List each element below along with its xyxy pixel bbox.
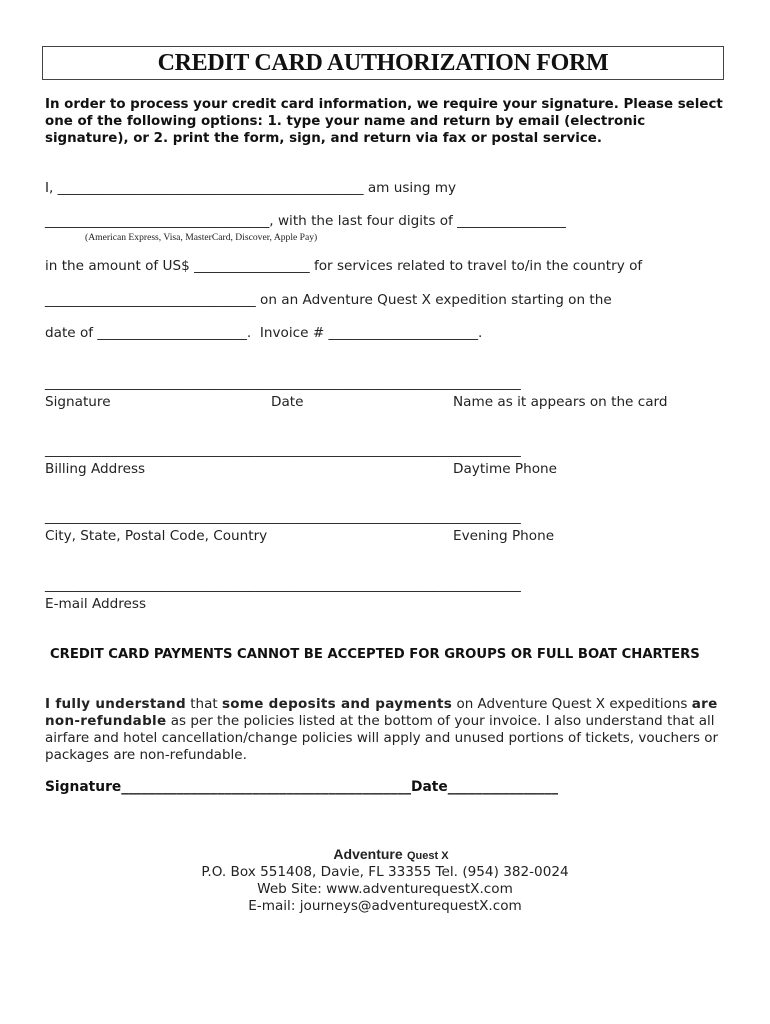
signature-label: Signature: [45, 394, 111, 410]
billing-rule[interactable]: ______________________________________________________________________: [45, 442, 521, 458]
company-name-main: Adventure: [333, 846, 403, 862]
ack-bold-1: I fully understand: [45, 696, 186, 712]
form-title-box: [42, 46, 724, 80]
card-types-hint: (American Express, Visa, MasterCard, Discover, Apple Pay): [85, 232, 318, 243]
amount-country-line[interactable]: in the amount of US$ _________________ for services related to travel to/in the country of: [45, 258, 643, 274]
billing-address-label: Billing Address: [45, 461, 146, 477]
date-invoice-line[interactable]: date of ______________________. Invoice # ______________________.: [45, 325, 483, 341]
ack-text-1: that: [185, 696, 222, 712]
payment-warning: CREDIT CARD PAYMENTS CANNOT BE ACCEPTED FOR GROUPS OR FULL BOAT CHARTERS: [50, 647, 700, 662]
card-type-and-digits-line[interactable]: _________________________________, with the last four digits of ________________: [45, 213, 566, 229]
daytime-phone-label: Daytime Phone: [453, 461, 557, 477]
email-rule[interactable]: ______________________________________________________________________: [45, 577, 521, 593]
expedition-line[interactable]: _______________________________ on an Adventure Quest X expedition starting on the: [45, 292, 612, 308]
acknowledgement-text: [45, 696, 729, 764]
intro-text: In order to process your credit card information, we require your signature. Please select one of the following options: 1. type your name and return by email (electronic signature), or 2. print the form, sign, and return via fax or postal service.: [45, 97, 723, 146]
company-name-small: Quest X: [406, 850, 449, 862]
company-website: Web Site: www.adventurequestX.com: [257, 881, 513, 897]
city-label: City, State, Postal Code, Country: [45, 528, 268, 544]
ack-bold-2: some deposits and payments: [221, 696, 453, 712]
cardholder-name-line[interactable]: I, _____________________________________________ am using my: [45, 180, 457, 196]
ack-text-3: as per the policies listed at the bottom of your invoice. I also understand that all airfare and hotel cancellation/change policies will apply and unused portions of tickets, vouchers or packages are non-refundable.: [45, 713, 719, 763]
company-address: P.O. Box 551408, Davie, FL 33355 Tel. (954) 382-0024: [201, 864, 569, 880]
date-label: Date: [271, 394, 304, 410]
email-label: E-mail Address: [45, 596, 147, 612]
company-name: [0, 846, 770, 863]
evening-phone-label: Evening Phone: [453, 528, 555, 544]
city-rule[interactable]: ______________________________________________________________________: [45, 509, 521, 525]
company-email: E-mail: journeys@adventurequestX.com: [248, 898, 522, 914]
ack-text-2: on Adventure Quest X expeditions: [452, 696, 692, 712]
signature-rule[interactable]: ______________________________________________________________________: [45, 375, 521, 391]
form-title: CREDIT CARD AUTHORIZATION FORM: [157, 49, 609, 76]
name-on-card-label: Name as it appears on the card: [453, 394, 668, 410]
ack-bold-3: are non-refundable: [45, 696, 718, 729]
final-signature-line[interactable]: Signature__________________________________________Date________________: [45, 779, 559, 795]
